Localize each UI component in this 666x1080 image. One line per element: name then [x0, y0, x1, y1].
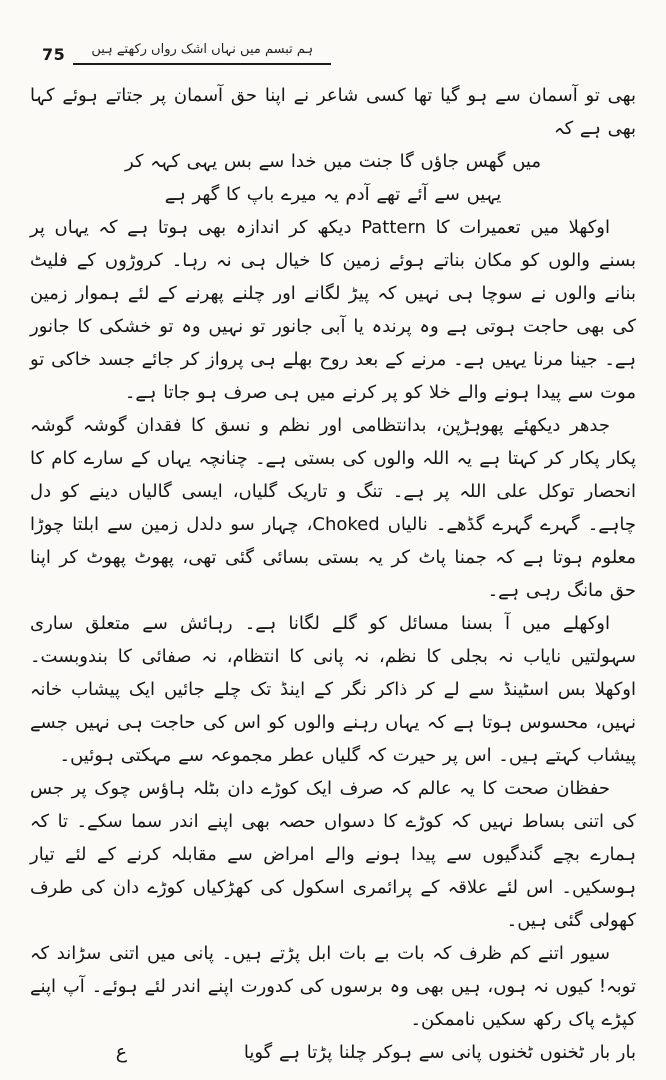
page-header [42, 40, 636, 65]
paragraph-sewer: سیور اتنے کم ظرف کہ بات بے بات ابل پڑتے ہیں۔ پانی میں اتنی سڑاند کہ توبہ! کیوں نہ ہوں، ہیں بھی وہ برسوں کی کدورت اپنے اندر لئے ہوئے۔ آپ اپنے کپڑے پاک رکھ سکیں ناممکن۔ [30, 942, 636, 1030]
verse-marker: ع [115, 1040, 128, 1063]
paragraph-pattern: اوکھلا میں تعمیرات کا Pattern دیکھ کر اندازہ بھی ہوتا ہے کہ یہاں پر بسنے والوں کو مکان بناتے ہوئے زمین کا خیال ہی نہ رہا۔ کروڑوں کے فلیٹ بنانے والوں نے سوچا ہی نہیں کہ پیڑ لگانے اور چلنے پھرنے کے لئے ہموار زمین کی بھی حاجت ہوتی ہے وہ پرندہ یا آبی جانور تو نہیں وہ تو خشکی کا جانور ہے۔ جینا مرنا یہیں ہے۔ مرنے کے بعد روح بھلے ہی پرواز کر جائے جسد خاکی تو موت سے پیدا ہونے والے خلا کو پر کرنے میں ہی صرف ہو جاتا ہے۔ [30, 216, 636, 403]
verse-line-2: یہیں سے آئے تھے آدم یہ میرے باپ کا گھر ہے [164, 183, 502, 205]
paragraph-streets: جدھر دیکھئے پھوہڑپن، بدانتظامی اور نظم و نسق کا فقدان گوشہ گوشہ پکار پکار کر کہتا ہے یہ اللہ والوں کی بستی ہے۔ چنانچہ یہاں کے سارے کام کا انحصار توکل علی اللہ پر ہے۔ تنگ و تاریک گلیاں، ایسی گالیاں دینے کو دل چاہے۔ گہرے گہرے گڈھے۔ نالیاں Choked، چہار سو دلدل زمین سے ابلتا چوڑا معلوم ہوتا ہے کہ جمنا پاٹ کر یہ بستی بسائی گئی تھی، پھوٹ پھوٹ کر اپنا حق مانگ رہی ہے۔ [30, 414, 636, 601]
closing-line [30, 1036, 636, 1069]
verse-line-1: میں گھس جاؤں گا جنت میں خدا سے بس یہی کہہ کر [125, 150, 541, 172]
closing-text: بار بار ٹخنوں ٹخنوں پانی سے ہوکر چلنا پڑتا ہے گویا [243, 1041, 636, 1063]
running-header: ہم تبسم میں نہاں اشک رواں رکھتے ہیں [91, 42, 314, 57]
running-header-block [73, 40, 331, 65]
paragraph-facilities: اوکھلے میں آ بسنا مسائل کو گلے لگانا ہے۔ رہائش سے متعلق ساری سہولتیں نایاب نہ بجلی کا نظم، نہ پانی کا انتظام، نہ صفائی کا بندوبست۔ اوکھلا بس اسٹینڈ سے لے کر ذاکر نگر کے اینڈ تک چلے جائیں ایک پیشاب خانہ نہیں، محسوس ہوتا ہے کہ یہاں رہنے والوں کو اس کی حاجت ہی نہیں جسے پیشاب کہتے ہیں۔ اس پر حیرت کہ گلیاں عطر مجموعہ سے مہکتی ہوئیں۔ [30, 612, 636, 766]
page-number: 75 [42, 44, 66, 64]
paragraph-sanitation: حفظان صحت کا یہ عالم کہ صرف ایک کوڑے دان بٹلہ ہاؤس چوک پر جس کی اتنی بساط نہیں کہ کوڑے کا دسواں حصہ بھی اپنے اندر سما سکے۔ تا کہ ہمارے بچے گندگیوں سے پیدا ہونے والے امراض سے مقابلہ کرنے کے لئے تیار ہوسکیں۔ اس لئے علاقہ کے پرائمری اسکول کی کھڑکیاں کوڑے دان کی طرف کھولی گئی ہیں۔ [30, 777, 636, 931]
page-body [30, 79, 636, 1069]
paragraph-intro: بھی تو آسمان سے ہو گیا تھا کسی شاعر نے اپنا حق آسمان پر جتاتے ہوئے کہا بھی ہے کہ [30, 84, 636, 139]
header-rule [73, 63, 331, 65]
